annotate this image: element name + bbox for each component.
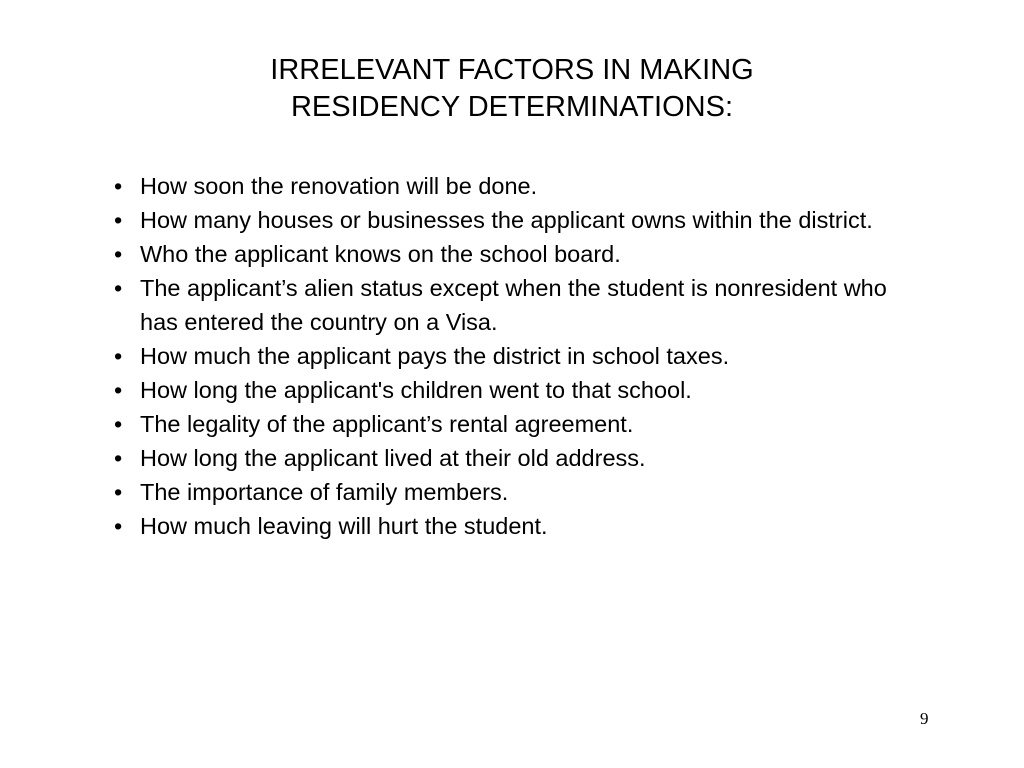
bullet-icon: • (114, 173, 123, 199)
bullet-icon: • (114, 445, 123, 471)
bullet-icon: • (114, 411, 123, 437)
bullet-text-8: How long the applicant lived at their old address. (140, 445, 646, 471)
bullet-item-7 (112, 407, 902, 441)
bullet-text-10: How much leaving will hurt the student. (140, 513, 548, 539)
bullet-item-1 (112, 169, 902, 203)
bullet-icon: • (114, 513, 123, 539)
title-line-1: IRRELEVANT FACTORS IN MAKING (270, 54, 754, 86)
bullet-icon: • (114, 207, 123, 233)
bullet-item-6 (112, 373, 902, 407)
bullet-item-9 (112, 475, 902, 509)
page-number: 9 (920, 709, 929, 728)
bullet-text-3: Who the applicant knows on the school board. (140, 241, 621, 267)
bullet-text-4: The applicant’s alien status except when the student is nonresident who has entered the country on a Visa. (140, 275, 887, 335)
bullet-text-2: How many houses or businesses the applicant owns within the district. (140, 207, 873, 233)
bullet-text-6: How long the applicant's children went to that school. (140, 377, 692, 403)
bullet-item-4 (112, 271, 902, 339)
bullet-text-1: How soon the renovation will be done. (140, 173, 538, 199)
bullet-text-5: How much the applicant pays the district in school taxes. (140, 343, 730, 369)
bullet-item-2 (112, 203, 902, 237)
bullet-item-10 (112, 509, 902, 543)
bullet-item-3 (112, 237, 902, 271)
bullet-icon: • (114, 479, 123, 505)
slide-title (112, 52, 912, 126)
bullet-item-8 (112, 441, 902, 475)
bullet-item-5 (112, 339, 902, 373)
bullet-icon: • (114, 377, 123, 403)
title-line-2: RESIDENCY DETERMINATIONS: (290, 91, 734, 123)
bullet-text-9: The importance of family members. (140, 479, 509, 505)
bullet-icon: • (114, 241, 123, 267)
bullet-icon: • (114, 275, 123, 301)
bullet-icon: • (114, 343, 123, 369)
bullet-text-7: The legality of the applicant’s rental agreement. (140, 411, 634, 437)
bullet-list (112, 169, 902, 543)
